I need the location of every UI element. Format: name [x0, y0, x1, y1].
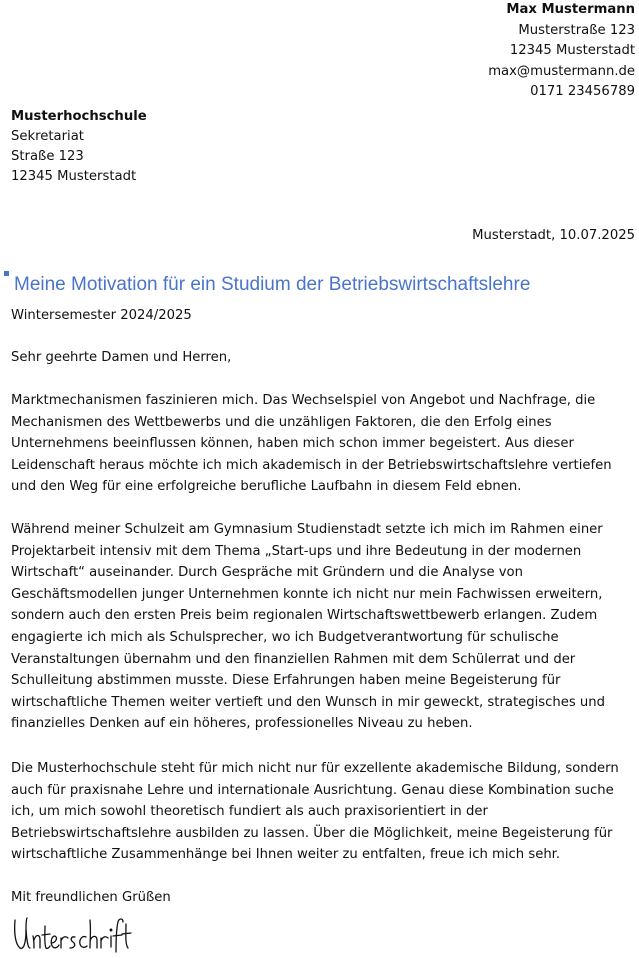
subject-heading: Meine Motivation für ein Studium der Betriebswirtschaftslehre: [14, 274, 531, 295]
sender-email: max@mustermann.de: [488, 63, 635, 79]
sender-phone: 0171 23456789: [530, 84, 635, 99]
handwritten-signature: [12, 914, 132, 958]
body-paragraph-1: Marktmechanismen faszinieren mich. Das Wechselspiel von Angebot und Nachfrage, die Mechanismen des Wettbewerbs und die unzähligen Faktoren, die den Erfolg eines Unternehmens beeinflussen können, haben mich schon immer begeistert. Aus dieser Leidenschaft heraus möchte ich mich akademisch in der Betriebswirtschaftslehre vertiefen und den Weg für eine erfolgreiche berufliche Laufbahn in diesem Feld ebnen.: [11, 393, 612, 495]
sender-city: 12345 Musterstadt: [509, 43, 635, 58]
recipient-organization: Musterhochschule: [11, 109, 147, 124]
recipient-department: Sekretariat: [11, 129, 84, 144]
sender-street: Musterstraße 123: [518, 22, 635, 38]
body-paragraph-3: Die Musterhochschule steht für mich nicht nur für exzellente akademische Bildung, sondern auch für praxisnahe Lehre und internationale Ausrichtung. Genau diese Kombination suche ich, um mich sowohl theoretisch fundiert als auch praxisorientiert in der Betriebswirtschaftslehre ausbilden zu lassen. Über die Möglichkeit, meine Begeisterung für wirtschaftliche Zusammenhänge bei Ihnen weiter zu entfalten, freue ich mich sehr.: [11, 761, 619, 863]
closing: Mit freundlichen Grüßen: [11, 890, 171, 905]
semester-line: Wintersemester 2024/2025: [11, 308, 192, 323]
recipient-block: [11, 107, 147, 187]
salutation: Sehr geehrte Damen und Herren,: [11, 350, 232, 365]
sender-name: Max Mustermann: [506, 2, 635, 17]
body-paragraph-2: Während meiner Schulzeit am Gymnasium Studienstadt setzte ich mich im Rahmen einer Projektarbeit intensiv mit dem Thema „Start-ups und ihre Bedeutung in der modernen Wirtschaft“ auseinander. Durch Gespräche mit Gründern und die Analyse von Geschäftsmodellen junger Unternehmen konnte ich nicht nur mein Fachwissen erweitern, sondern auch den ersten Preis beim regionalen Wirtschaftswettbewerb erlangen. Zudem engagierte ich mich als Schulsprecher, wo ich Budgetverantwortung für schulische Veranstaltungen übernahm und den finanziellen Rahmen mit dem Schülerrat und der Schulleitung abstimmen musste. Diese Erfahrungen haben meine Begeisterung für wirtschaftliche Themen weiter vertieft und den Wunsch in mir geweckt, strategisches und finanzielles Denken auf ein höheres, professionelles Niveau zu heben.: [11, 522, 606, 732]
date-line: Musterstadt, 10.07.2025: [472, 228, 635, 243]
heading-marker: [4, 271, 9, 276]
recipient-city: 12345 Musterstadt: [11, 169, 137, 184]
sender-block: [488, 0, 635, 103]
recipient-street: Straße 123: [11, 149, 84, 164]
